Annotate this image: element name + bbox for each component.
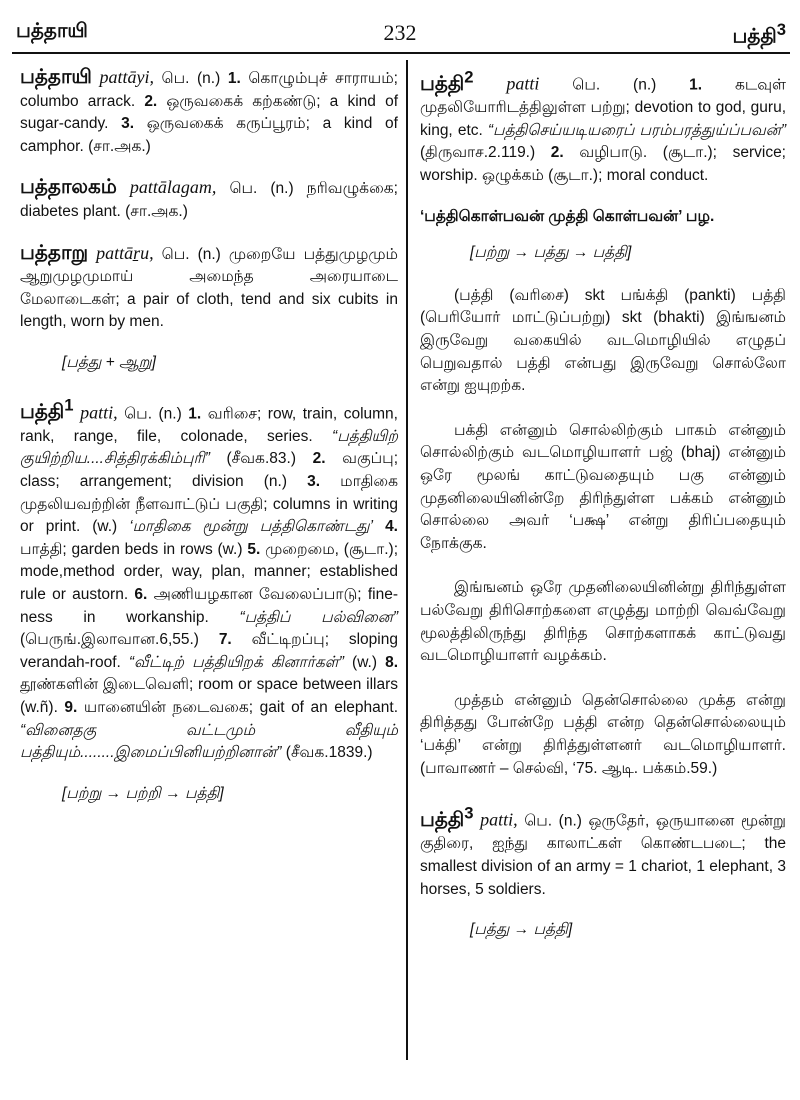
header-rule bbox=[12, 52, 790, 54]
part-of-speech: பெ. (n.) bbox=[229, 180, 294, 198]
proverb: ‘பத்திகொள்பவன் முத்தி கொள்பவன்’ பழ. bbox=[420, 207, 715, 225]
headword: பத்தாயி bbox=[20, 66, 92, 88]
quotation: “பத்திசெய்யடியரைப் பரம்பரத்துய்ப்பவன்” bbox=[487, 121, 786, 139]
sense: தூண்களின் இடைவெளி; room or space between illars (w.ñ). bbox=[20, 676, 398, 716]
note-paragraph: பக்தி என்னும் சொல்லிற்கும் பாகம் என்னும் சொல்லிற்கும் வடமொழியாளர் பஜ் (bhaj) என்னும் ஒரே மூலங் காட்டுவதையும் பகு என்னும் முதனிலையினின்றே திரிந்துள்ள பக்கம் என்னும் சொல்லை அவர் ‘பக்ஷ’ என்று திரிப்பதையும் நோக்குக. bbox=[420, 421, 786, 552]
transliteration: pattāṟu, bbox=[96, 242, 154, 263]
quotation: “வீட்டிற் பத்தியிறக் கினார்கள்” bbox=[128, 653, 344, 671]
transliteration: pattālagam, bbox=[129, 177, 217, 198]
entry-pattalagam bbox=[20, 176, 398, 223]
sense: கடவுள் முதலியோரிடத்திலுள்ள பற்று; devotion to god, guru, king, etc. bbox=[420, 76, 787, 139]
sense: ஒழுக்கம் (சூடா.); moral conduct. bbox=[482, 167, 709, 185]
citation: (பெருங்.இலாவான.6,55.) bbox=[20, 631, 199, 649]
sense: அணியழகான வேலைப்பாடு; fine-ness in workanship. bbox=[20, 585, 398, 626]
quotation: ‘மாதிகை மூன்று பத்திகொண்டது’ bbox=[129, 518, 374, 536]
sense: பாத்தி; garden beds in rows (w.) bbox=[20, 540, 243, 558]
citation: (திருவாச.2.119.) bbox=[420, 144, 536, 162]
page-number: 232 bbox=[383, 20, 417, 45]
entry-patti-2: பத்தி$^2$ patti பெ. (n.) 1. கடவுள் முதலியோரிடத்திலுள்ள பற்று; devotion to god, guru, king, etc. “பத்திசெய்யடியரைப் பரம்பரத்துய்ப்பவன்” (திருவாச.2.119.) 2. வழிபாடு. (சூடா.); service; worship. ஒழுக்கம் (சூடா.); moral conduct. bbox=[420, 67, 787, 185]
transliteration: patti bbox=[506, 73, 540, 94]
source-ref: (சா.அக.) bbox=[125, 202, 188, 220]
sense: வழிபாடு. (சூடா.); service; worship. bbox=[420, 144, 786, 185]
quotation: “வினைதகு வட்டமும் வீதியும் பத்தியும்........இமைப்பினியற்றினான்” bbox=[20, 721, 398, 762]
left-column bbox=[20, 66, 398, 825]
sense: வகுப்பு; class; arrangement; division (n.) bbox=[20, 450, 399, 490]
definition: ஒருதேர், ஒருயானை மூன்று குதிரை, ஐந்து காலாட்கள் கொண்டபடை; the smallest division of an army = 1 chariot, 1 elephant, 3 horses, 5 soldiers. bbox=[420, 812, 787, 898]
headword: பத்தாலகம் bbox=[20, 176, 117, 199]
sense: கொழும்புச் சாராயம்; columbo arrack. bbox=[20, 70, 398, 110]
citation: (w.) bbox=[352, 653, 377, 671]
column-divider bbox=[406, 60, 408, 1060]
transliteration: pattāyi, bbox=[99, 67, 154, 87]
etymology: [பற்று → பத்து → பத்தி] bbox=[470, 244, 632, 262]
transliteration: patti, bbox=[80, 402, 118, 423]
etymology: [பத்து → பத்தி] bbox=[470, 921, 573, 939]
definition: முறையே பத்துமுழமும் ஆறுமுழமுமாய் அமைந்த அரையாடை மேலாடைகள்; a pair of cloth, tend and six cubits in length, worn by men. bbox=[20, 245, 399, 331]
note-paragraph: (பத்தி (வரிசை) skt பங்க்தி (pankti) பத்தி (பெரியோர் மாட்டுப்பற்று) skt (bhakti) இங்ஙனம் இருவேறு வகையில் வடமொழியில் எழுதப் பெறுவதால் பத்தி என்பது இருவேறு சொல்லோ என்று ஐயுறற்க. bbox=[420, 286, 786, 395]
part-of-speech: பெ. (n.) bbox=[524, 812, 582, 830]
sense: வரிசை; row, train, column, rank, range, file, colonade, series. bbox=[20, 405, 398, 445]
note-paragraph: முத்தம் என்னும் தென்சொல்லை முக்த என்று திரித்தது போன்றே பத்தி என்ற தென்சொல்லையும் ‘பக்தி’ என்று திரித்துள்ளனர் வடமொழியாளர். (பாவாணர் – செல்வி, ‘75. ஆடி. பக்கம்.59.) bbox=[420, 691, 786, 777]
right-column bbox=[420, 66, 786, 962]
header-left-guide-word: பத்தாயி bbox=[16, 20, 88, 42]
sense: முறைமை, (சூடா.); mode,method order, way, plan, manner; established rule or austorn. bbox=[20, 540, 398, 603]
headword: பத்தி$^2$ bbox=[420, 67, 474, 95]
quotation: “பத்தியிற் குயிற்றிய....சித்திரக்கிம்புரி” bbox=[20, 427, 398, 468]
sense: வீட்டிறப்பு; sloping verandah-roof. bbox=[20, 631, 398, 671]
entry-patti-3 bbox=[420, 802, 786, 901]
note-paragraph: இங்ஙனம் ஒரே முதனிலையினின்று திரிந்துள்ள பல்வேறு திரிசொற்களை எழுத்து மாற்றி வெவ்வேறு மூலத்திலிருந்து திரிந்த சொற்களாகக் காட்டுவது வடமொழியாளர் வழக்கம். bbox=[420, 579, 786, 665]
transliteration: patti, bbox=[480, 809, 518, 830]
part-of-speech: பெ. (n.) bbox=[161, 245, 221, 263]
entry-patti-1: பத்தி$^1$ patti, பெ. (n.) 1. வரிசை; row, train, column, rank, range, file, colonade, series. “பத்தியிற் குயிற்றிய....சித்திரக்கிம்புரி” (சீவக.83.) 2. வகுப்பு; class; arrangement; division (n.) 3. மாதிகை முதலியவற்றின் நீளவாட்டுப் பகுதி; columns in writing or print. (w.) ‘மாதிகை மூன்று பத்திகொண்டது’ 4. பாத்தி; garden beds in rows (w.) 5. முறைமை, (சூடா.); mode,method order, way, plan, manner; established rule or austorn. 6. அணியழகான வேலைப்பாடு; fine-ness in workanship. “பத்திப் பல்வினை” (பெருங்.இலாவான.6,55.) 7. வீட்டிறப்பு; sloping verandah-roof. “வீட்டிற் பத்தியிறக் கினார்கள்” (w.) 8. தூண்களின் இடைவெளி; room or space between illars (w.ñ). 9. யானையின் நடைவகை; gait of an elephant. “வினைதகு வட்டமும் வீதியும் பத்தியும்........இமைப்பினியற்றினான்” (சீவக.1839.) bbox=[20, 395, 399, 762]
source-ref: (சா.அக.) bbox=[88, 137, 151, 155]
entry-pattaru bbox=[20, 242, 398, 334]
headword: பத்தாறு bbox=[20, 241, 89, 264]
definition: நரிவழுக்கை; diabetes plant. bbox=[20, 180, 398, 220]
part-of-speech: பெ. (n.) bbox=[572, 76, 657, 94]
header-right-guide-word: பத்தி$^3$ bbox=[732, 20, 786, 48]
headword: பத்தி$^3$ bbox=[420, 803, 474, 831]
entry-pattayi: பத்தாயி pattāyi, பெ. (n.) 1. கொழும்புச் சாராயம்; columbo arrack. 2. ஒருவகைக் கற்கண்டு; a kind of sugar-candy. 3. ஒருவகைக் கருப்பூரம்; a kind of camphor. (சா.அக.) bbox=[20, 66, 399, 155]
citation: (சீவக.1839.) bbox=[285, 744, 373, 762]
sense: ஒருவகைக் கருப்பூரம்; a kind of camphor. bbox=[20, 115, 398, 155]
quotation: “பத்திப் பல்வினை” bbox=[239, 608, 398, 626]
headword: பத்தி$^1$ bbox=[20, 395, 74, 424]
page-header bbox=[12, 10, 788, 50]
sense: யானையின் நடைவகை; gait of an elephant. bbox=[83, 698, 399, 716]
sense: மாதிகை முதலியவற்றின் நீளவாட்டுப் பகுதி; columns in writing or print. (w.) bbox=[20, 472, 398, 536]
sense: ஒருவகைக் கற்கண்டு; a kind of sugar-candy. bbox=[20, 92, 399, 133]
citation: (சீவக.83.) bbox=[226, 450, 296, 468]
etymology: [பத்து + ஆறு] bbox=[62, 353, 156, 371]
part-of-speech: பெ. (n.) bbox=[124, 405, 182, 423]
part-of-speech: பெ. (n.) bbox=[161, 70, 221, 87]
etymology: [பற்று → பற்றி → பத்தி] bbox=[62, 784, 224, 802]
